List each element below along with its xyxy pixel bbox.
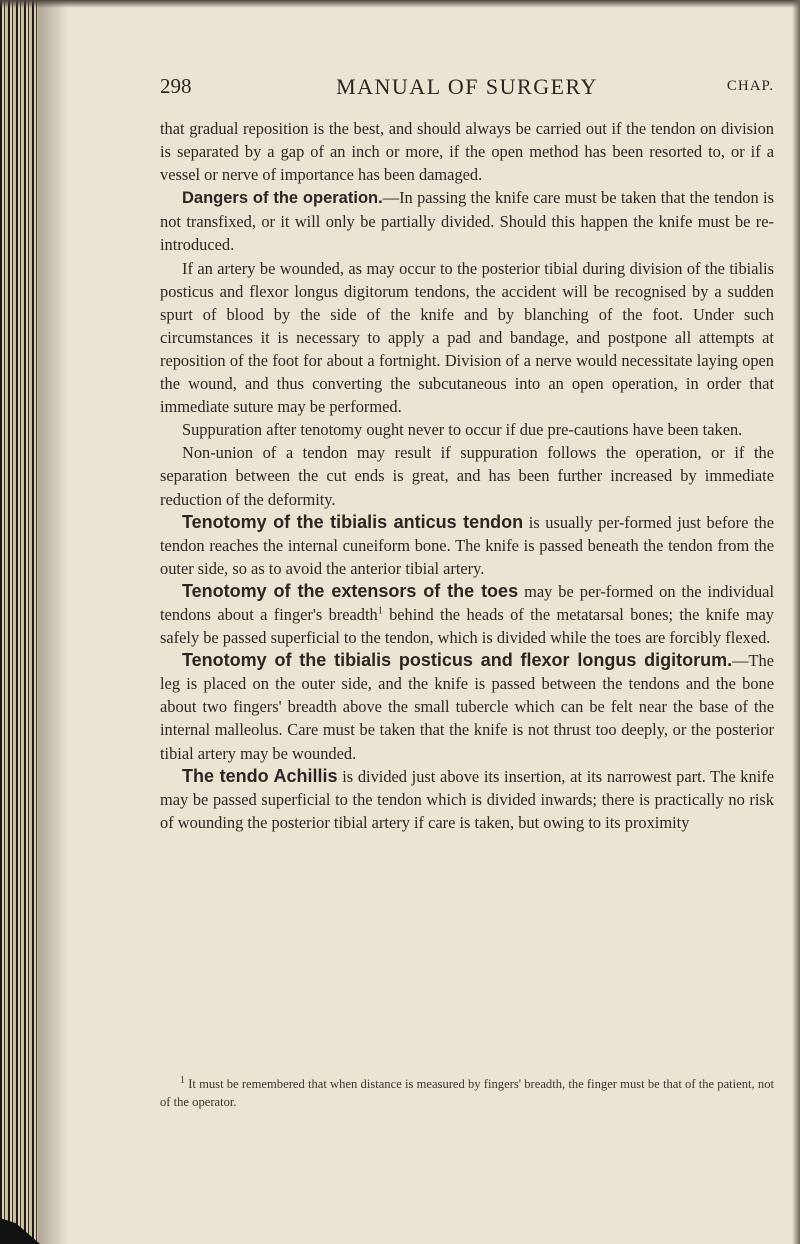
footnote-body: It must be remembered that when distance is measured by fingers' breadth, the finger must be that of the patient, not of the operator. <box>160 1077 774 1109</box>
footnote-text <box>160 1075 774 1111</box>
gutter-shadow <box>38 0 68 1244</box>
paragraph: If an artery be wounded, as may occur to the posterior tibial during division of the tibialis posticus and flexor longus digitorum tendons, the accident will be recognised by a sudden spurt of blood by the side of the knife and by blanching of the foot. Under such circumstances it is necessary to apply a pad and bandage, and postpone all attempts at reposition of the foot for about a fortnight. Division of a nerve would necessitate laying open the wound, and thus converting the subcutaneous into an open operation, in order that immediate suture may be performed. <box>160 258 774 417</box>
footnote <box>160 1075 774 1111</box>
paragraph <box>160 511 774 580</box>
paragraph-text: —The leg is placed on the outer side, and the knife is passed between the tendons and the bone about two fingers' breadth above the small tubercle which can be felt near the base of the internal malleolus. Care must be taken that the knife is not thrust too deeply, or the posterior tibial artery may be wounded. <box>160 651 774 763</box>
paragraph-text: is usually per-formed just before the tendon reaches the internal cuneiform bone. The knife is passed beneath the tendon from the outer side, so as to avoid the anterior tibial artery. <box>160 512 774 578</box>
chapter-marker: CHAP. <box>726 78 774 94</box>
paragraph: that gradual reposition is the best, and should always be carried out if the tendon on division is separated by a gap of an inch or more, if the open method has been resorted to, or if a vessel or nerve of importance has been damaged. <box>160 119 774 185</box>
paragraph <box>160 186 774 256</box>
paragraph <box>160 649 774 764</box>
paragraph-text: may be per-formed on the individual tendons about a finger's breadth <box>160 581 774 624</box>
footnote-marker: 1 <box>180 1074 185 1086</box>
paragraph-text: is divided just above its insertion, at its narrowest part. The knife may be passed superficial to the tendon which is divided inwards; there is practically no risk of wounding the posterior tibial artery if care is taken, but owing to its proximity <box>160 766 774 832</box>
paragraph-text: —In passing the knife care must be taken that the tendon is not transfixed, or it will only be partially divided. Should this happen the knife must be re-introduced. <box>160 188 774 255</box>
paragraph: Non-union of a tendon may result if suppuration follows the operation, or if the separation between the cut ends is great, and has been further increased by immediate reduction of the deformity. <box>160 443 774 509</box>
section-heading: Dangers of the operation. <box>182 189 383 208</box>
page-number: 298 <box>160 74 192 98</box>
footnote-reference[interactable]: 1 <box>377 605 383 617</box>
page-right-edge <box>792 0 800 1244</box>
section-heading: Tenotomy of the tibialis anticus tendon <box>182 511 524 532</box>
running-head: MANUAL OF SURGERY <box>336 74 598 99</box>
section-heading: Tenotomy of the tibialis posticus and flexor longus digitorum. <box>182 650 733 671</box>
section-heading: Tenotomy of the extensors of the toes <box>182 580 519 601</box>
paragraph: Suppuration after tenotomy ought never to occur if due pre-cautions have been taken. <box>182 420 743 440</box>
section-heading: The tendo Achillis <box>182 765 338 786</box>
paragraph <box>160 580 774 649</box>
paragraph-text: behind the heads of the metatarsal bones; the knife may safely be passed superficial to the tendon, which is divided while the toes are forcibly flexed. <box>160 604 775 648</box>
book-binding <box>0 0 38 1244</box>
paragraph <box>160 765 774 834</box>
page-header <box>160 74 774 104</box>
page-body <box>160 117 774 834</box>
page-top-edge <box>0 0 800 8</box>
